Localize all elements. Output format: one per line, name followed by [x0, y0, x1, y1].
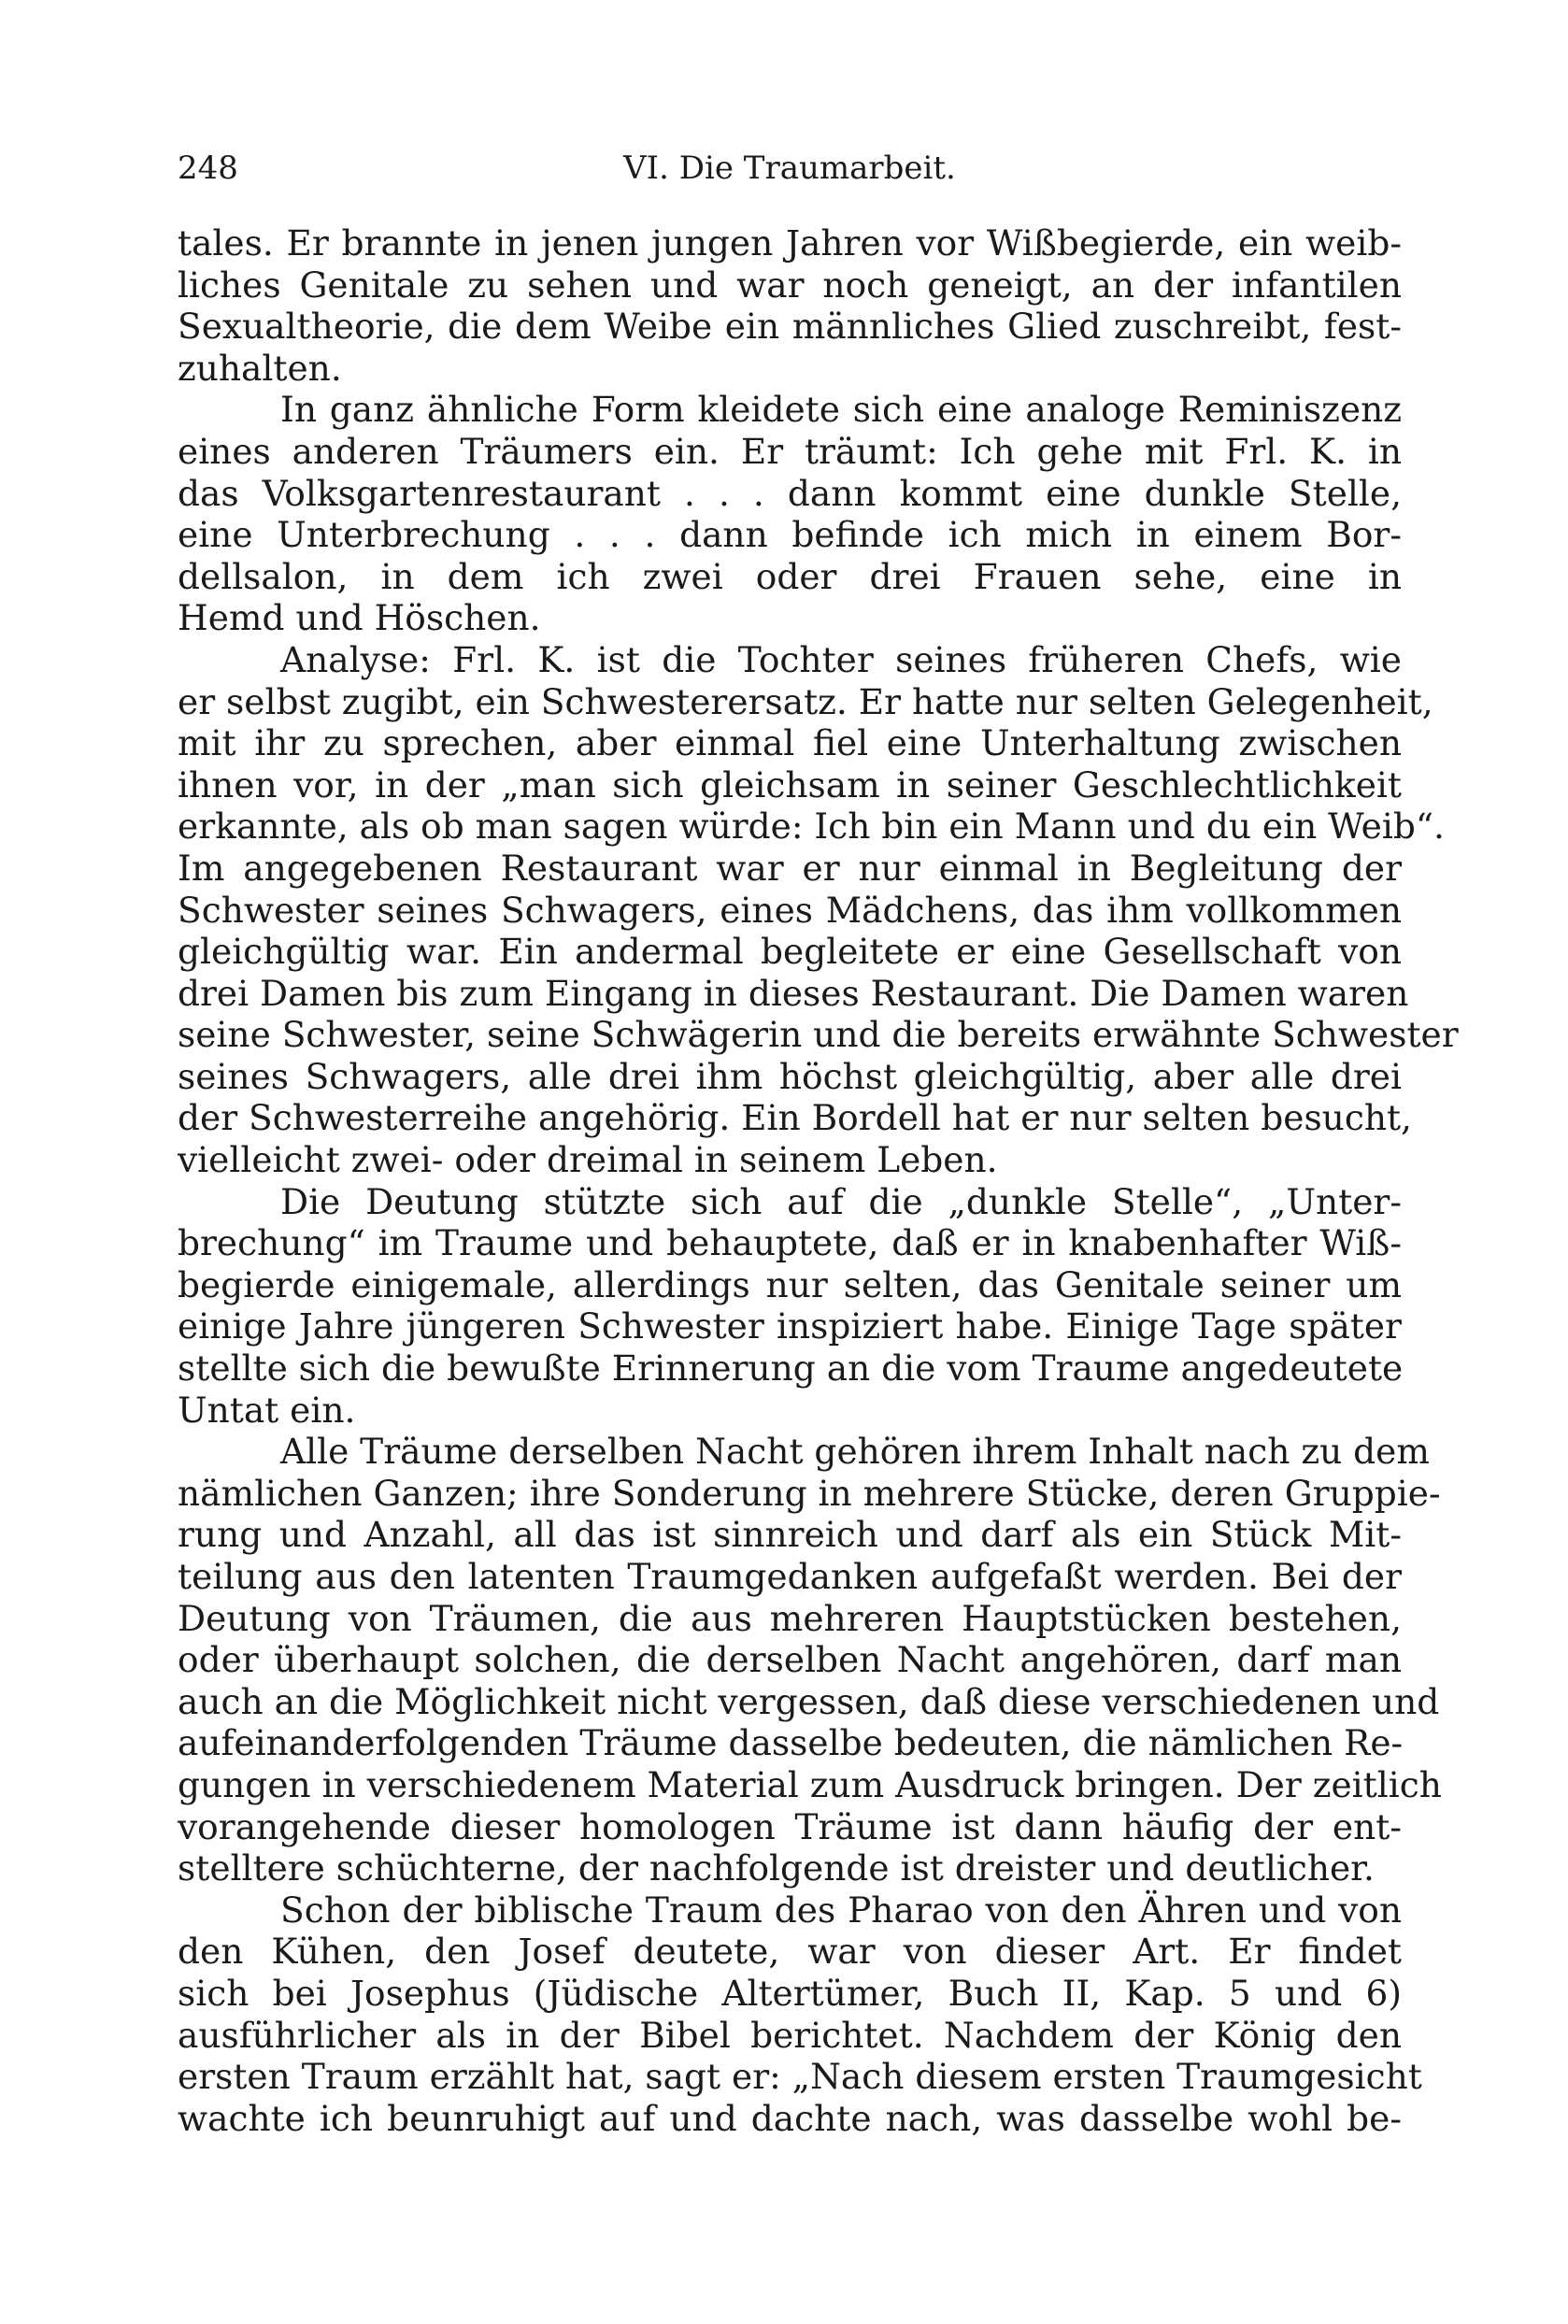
text-line: Analyse: Frl. K. ist die Tochter seines früheren Chefs, wie — [280, 638, 1402, 680]
text-line: Hemd und Höschen. — [178, 597, 541, 639]
text-line: zuhalten. — [178, 347, 342, 389]
text-line: drei Damen bis zum Eingang in dieses Restaurant. Die Damen waren — [178, 972, 1409, 1014]
text-line: er selbst zugibt, ein Schwesterersatz. Er hatte nur selten Gelegenheit, — [178, 680, 1433, 722]
body-text — [178, 222, 1459, 2139]
text-line: In ganz ähnliche Form kleidete sich eine analoge Reminiszenz — [280, 389, 1402, 431]
text-line: Alle Träume derselben Nacht gehören ihrem Inhalt nach zu dem — [280, 1431, 1430, 1473]
text-line: rung und Anzahl, all das ist sinnreich und darf als ein Stück Mit- — [178, 1514, 1402, 1556]
text-line: liches Genitale zu sehen und war noch geneigt, an der infantilen — [178, 264, 1402, 306]
text-line: Im angegebenen Restaurant war er nur einmal in Begleitung der — [178, 847, 1402, 889]
text-line: eine Unterbrechung . . . dann befinde ich mich in einem Bor- — [178, 514, 1402, 556]
text-line: Sexualtheorie, die dem Weibe ein männliches Glied zuschreibt, fest- — [178, 306, 1402, 348]
text-line: auch an die Möglichkeit nicht vergessen, daß diese verschiedenen und — [178, 1680, 1440, 1722]
text-line: eines anderen Träumers ein. Er träumt: Ich gehe mit Frl. K. in — [178, 430, 1402, 472]
text-line: teilung aus den latenten Traumgedanken aufgefaßt werden. Bei der — [178, 1556, 1402, 1597]
text-line: seines Schwagers, alle drei ihm höchst gleichgültig, aber alle drei — [178, 1055, 1402, 1097]
text-line: der Schwesterreihe angehörig. Ein Bordell hat er nur selten besucht, — [178, 1097, 1412, 1139]
text-line: ihnen vor, in der „man sich gleichsam in seiner Geschlechtlichkeit — [178, 763, 1402, 806]
text-line: dellsalon, in dem ich zwei oder drei Frauen sehe, eine in — [178, 555, 1402, 597]
text-line: gleichgültig war. Ein andermal begleitete er eine Gesellschaft von — [178, 931, 1402, 973]
page-number: 248 — [178, 150, 238, 187]
running-head: VI. Die Traumarbeit. — [623, 150, 956, 187]
text-line: mit ihr zu sprechen, aber einmal fiel eine Unterhaltung zwischen — [178, 722, 1402, 764]
text-line: vorangehende dieser homologen Träume ist dann häufig der ent- — [178, 1805, 1402, 1847]
text-line: nämlichen Ganzen; ihre Sonderung in mehrere Stücke, deren Gruppie- — [178, 1472, 1441, 1514]
text-line: Schwester seines Schwagers, eines Mädchens, das ihm vollkommen — [178, 889, 1402, 931]
text-line: stellte sich die bewußte Erinnerung an die vom Traume angedeutete — [178, 1347, 1404, 1390]
text-line: Untat ein. — [178, 1389, 356, 1431]
text-line: gungen in verschiedenem Material zum Ausdruck bringen. Der zeitlich — [178, 1763, 1442, 1805]
text-line: einige Jahre jüngeren Schwester inspiziert habe. Einige Tage später — [178, 1305, 1402, 1347]
text-line: Die Deutung stützte sich auf die „dunkle Stelle“, „Unter- — [280, 1180, 1402, 1222]
page-header — [178, 150, 1402, 202]
text-line: Schon der biblische Traum des Pharao von den Ähren und von — [280, 1889, 1402, 1931]
text-line: ausführlicher als in der Bibel berichtet. Nachdem der König den — [178, 2014, 1402, 2056]
text-line: ersten Traum erzählt hat, sagt er: „Nach diesem ersten Traumgesicht — [178, 2056, 1422, 2098]
text-line: den Kühen, den Josef deutete, war von dieser Art. Er findet — [178, 1931, 1402, 1973]
text-line: sich bei Josephus (Jüdische Altertümer, Buch II, Kap. 5 und 6) — [178, 1972, 1402, 2014]
text-line: vielleicht zwei- oder dreimal in seinem Leben. — [178, 1139, 998, 1181]
text-line: seine Schwester, seine Schwägerin und die bereits erwähnte Schwester — [178, 1014, 1459, 1056]
text-line: das Volksgartenrestaurant . . . dann kommt eine dunkle Stelle, — [178, 472, 1402, 514]
text-line: Deutung von Träumen, die aus mehreren Hauptstücken bestehen, — [178, 1597, 1402, 1639]
text-line: tales. Er brannte in jenen jungen Jahren vor Wißbegierde, ein weib- — [178, 222, 1402, 264]
text-line: oder überhaupt solchen, die derselben Nacht angehören, darf man — [178, 1639, 1402, 1681]
text-line: begierde einigemale, allerdings nur selten, das Genitale seiner um — [178, 1263, 1402, 1305]
text-line: wachte ich beunruhigt auf und dachte nach, was dasselbe wohl be- — [178, 2097, 1402, 2139]
text-line: erkannte, als ob man sagen würde: Ich bin ein Mann und du ein Weib“. — [178, 806, 1445, 848]
text-line: brechung“ im Traume und behauptete, daß er in knabenhafter Wiß- — [178, 1222, 1402, 1264]
text-line: stelltere schüchterne, der nachfolgende ist dreister und deutlicher. — [178, 1847, 1375, 1889]
text-line: aufeinanderfolgenden Träume dasselbe bedeuten, die nämlichen Re- — [178, 1722, 1404, 1764]
